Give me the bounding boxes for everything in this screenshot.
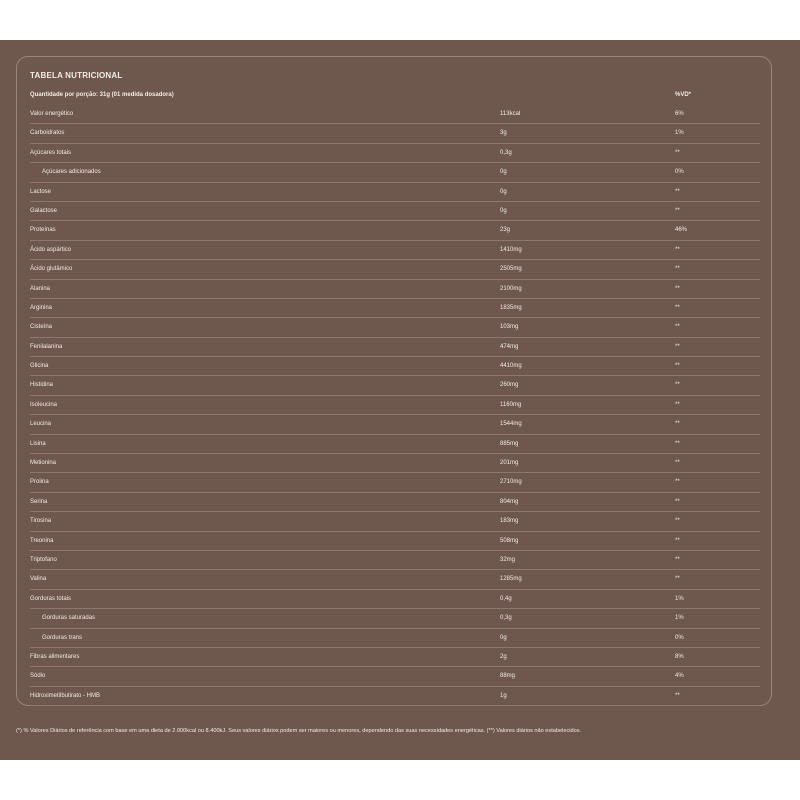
nutrient-name: Serina bbox=[30, 498, 48, 505]
table-row bbox=[30, 590, 760, 609]
nutrient-name: Carboidratos bbox=[30, 130, 65, 137]
nutrient-name: Valina bbox=[30, 576, 47, 583]
nutrient-amount: 260mg bbox=[500, 382, 519, 389]
table-row bbox=[30, 687, 760, 706]
nutrient-name: Tirosina bbox=[30, 518, 52, 525]
nutrient-dv: 0% bbox=[675, 169, 684, 176]
nutrient-name: Valor energético bbox=[30, 111, 74, 117]
nutrient-dv: ** bbox=[675, 149, 680, 156]
nutrient-name: Sódio bbox=[30, 673, 46, 680]
table-rows bbox=[30, 105, 760, 706]
table-row bbox=[30, 299, 760, 318]
table-row bbox=[30, 648, 760, 667]
nutrient-name: Proteínas bbox=[30, 227, 56, 234]
footnote: (*) % Valores Diários de referência com base em uma dieta de 2.000kcal ou 8.400kJ. Seus valores diários podem ser maiores ou menores, dependendo das suas necessidades energéticas. (**) Valores diários não estabelecidos. bbox=[16, 728, 582, 734]
nutrient-amount: 32mg bbox=[500, 556, 516, 563]
table-row bbox=[30, 435, 760, 454]
dv-header: %VD* bbox=[675, 92, 692, 98]
table-row bbox=[30, 493, 760, 512]
nutrient-name: Glicina bbox=[30, 363, 49, 370]
nutrition-table-card bbox=[16, 56, 772, 706]
nutrient-name: Fenilalanina bbox=[30, 343, 63, 350]
nutrient-name: Alanina bbox=[30, 285, 51, 292]
nutrient-name: Gorduras trans bbox=[42, 634, 83, 641]
nutrient-dv: ** bbox=[675, 343, 680, 350]
table-row bbox=[30, 260, 760, 279]
nutrient-amount: 88mg bbox=[500, 673, 516, 680]
table-row bbox=[30, 318, 760, 337]
nutrient-amount: 183mg bbox=[500, 518, 519, 525]
nutrient-dv: ** bbox=[675, 188, 680, 195]
nutrient-dv: ** bbox=[675, 692, 680, 699]
nutrient-name: Triptofano bbox=[30, 556, 57, 563]
nutrient-amount: 1160mg bbox=[500, 401, 522, 408]
nutrient-dv: 1% bbox=[675, 595, 684, 602]
nutrient-amount: 804mg bbox=[500, 498, 519, 505]
nutrient-name: Histidina bbox=[30, 382, 54, 389]
nutrient-name: Treonina bbox=[30, 537, 54, 544]
table-row bbox=[30, 473, 760, 492]
nutrient-amount: 4410mg bbox=[500, 363, 522, 370]
nutrient-name: Metionina bbox=[30, 460, 57, 467]
table-row bbox=[30, 105, 760, 124]
nutrient-dv: ** bbox=[675, 304, 680, 311]
nutrient-amount: 0,4g bbox=[500, 595, 512, 602]
table-header-row bbox=[30, 92, 760, 104]
nutrient-name: Gorduras totais bbox=[30, 595, 72, 602]
nutrient-name: Hidroximetilbutirato - HMB bbox=[30, 692, 101, 699]
nutrient-amount: 508mg bbox=[500, 537, 519, 544]
nutrient-dv: ** bbox=[675, 207, 680, 214]
nutrient-name: Cisteína bbox=[30, 324, 53, 331]
nutrient-amount: 2505mg bbox=[500, 266, 522, 273]
table-row bbox=[30, 667, 760, 686]
nutrient-amount: 1410mg bbox=[500, 246, 522, 253]
nutrient-amount: 3g bbox=[500, 130, 507, 137]
nutrient-name: Isoleucina bbox=[30, 401, 58, 408]
nutrient-name: Ácido aspártico bbox=[30, 246, 72, 253]
nutrient-dv: 1% bbox=[675, 615, 684, 622]
nutrient-dv: ** bbox=[675, 246, 680, 253]
table-row bbox=[30, 512, 760, 531]
table-row bbox=[30, 357, 760, 376]
nutrient-dv: ** bbox=[675, 401, 680, 408]
nutrient-name: Leucina bbox=[30, 421, 52, 428]
nutrition-panel bbox=[0, 40, 800, 760]
nutrient-name: Açúcares totais bbox=[30, 149, 72, 156]
table-row bbox=[30, 202, 760, 221]
table-row bbox=[30, 396, 760, 415]
nutrient-amount: 0g bbox=[500, 169, 507, 176]
nutrient-name: Galactose bbox=[30, 207, 58, 214]
portion-label: Quantidade por porção: 31g (01 medida dosadora) bbox=[30, 92, 174, 98]
nutrient-dv: ** bbox=[675, 576, 680, 583]
nutrient-amount: 2710mg bbox=[500, 479, 522, 486]
nutrient-dv: ** bbox=[675, 324, 680, 331]
nutrient-amount: 0g bbox=[500, 207, 507, 214]
table-row bbox=[30, 609, 760, 628]
table-row bbox=[30, 551, 760, 570]
nutrient-dv: 1% bbox=[675, 130, 684, 137]
nutrient-amount: 2100mg bbox=[500, 285, 522, 292]
nutrient-dv: 46% bbox=[675, 227, 688, 234]
table-row bbox=[30, 629, 760, 648]
nutrient-name: Fibras alimentares bbox=[30, 653, 80, 660]
nutrient-dv: 6% bbox=[675, 111, 684, 117]
nutrient-dv: ** bbox=[675, 518, 680, 525]
nutrient-amount: 474mg bbox=[500, 343, 519, 350]
nutrient-dv: ** bbox=[675, 498, 680, 505]
nutrient-amount: 113kcal bbox=[500, 111, 521, 117]
nutrient-name: Arginina bbox=[30, 304, 53, 311]
nutrient-dv: 8% bbox=[675, 653, 684, 660]
table-row bbox=[30, 570, 760, 589]
nutrient-name: Lactose bbox=[30, 188, 52, 195]
table-row bbox=[30, 280, 760, 299]
table-title: TABELA NUTRICIONAL bbox=[30, 71, 123, 80]
nutrient-amount: 0,3g bbox=[500, 615, 512, 622]
nutrient-dv: ** bbox=[675, 363, 680, 370]
table-row bbox=[30, 532, 760, 551]
nutrient-amount: 885mg bbox=[500, 440, 519, 447]
table-row bbox=[30, 124, 760, 143]
nutrient-dv: ** bbox=[675, 440, 680, 447]
table-row bbox=[30, 144, 760, 163]
nutrient-dv: ** bbox=[675, 460, 680, 467]
table-row bbox=[30, 221, 760, 240]
nutrient-name: Prolina bbox=[30, 479, 49, 486]
nutrient-amount: 1835mg bbox=[500, 304, 522, 311]
nutrient-amount: 1g bbox=[500, 692, 507, 699]
nutrient-name: Lisina bbox=[30, 440, 46, 447]
nutrient-amount: 2g bbox=[500, 653, 507, 660]
nutrient-amount: 1544mg bbox=[500, 421, 522, 428]
table-row bbox=[30, 338, 760, 357]
nutrient-dv: ** bbox=[675, 266, 680, 273]
nutrient-dv: ** bbox=[675, 556, 680, 563]
nutrient-dv: ** bbox=[675, 537, 680, 544]
nutrient-amount: 201mg bbox=[500, 460, 519, 467]
table-row bbox=[30, 376, 760, 395]
table-row bbox=[30, 454, 760, 473]
nutrient-dv: ** bbox=[675, 479, 680, 486]
nutrient-name: Ácido glutâmico bbox=[30, 266, 73, 273]
nutrient-amount: 0,3g bbox=[500, 149, 512, 156]
nutrient-dv: ** bbox=[675, 285, 680, 292]
nutrient-dv: 0% bbox=[675, 634, 684, 641]
nutrient-amount: 1285mg bbox=[500, 576, 522, 583]
nutrient-amount: 0g bbox=[500, 634, 507, 641]
nutrient-amount: 103mg bbox=[500, 324, 519, 331]
nutrient-dv: ** bbox=[675, 421, 680, 428]
table-row bbox=[30, 241, 760, 260]
nutrient-dv: 4% bbox=[675, 673, 684, 680]
nutrient-name: Açúcares adicionados bbox=[42, 169, 101, 176]
table-row bbox=[30, 415, 760, 434]
nutrient-dv: ** bbox=[675, 382, 680, 389]
table-row bbox=[30, 183, 760, 202]
nutrient-amount: 23g bbox=[500, 227, 511, 234]
table-row bbox=[30, 163, 760, 182]
nutrient-amount: 0g bbox=[500, 188, 507, 195]
nutrient-name: Gorduras saturadas bbox=[42, 615, 96, 622]
